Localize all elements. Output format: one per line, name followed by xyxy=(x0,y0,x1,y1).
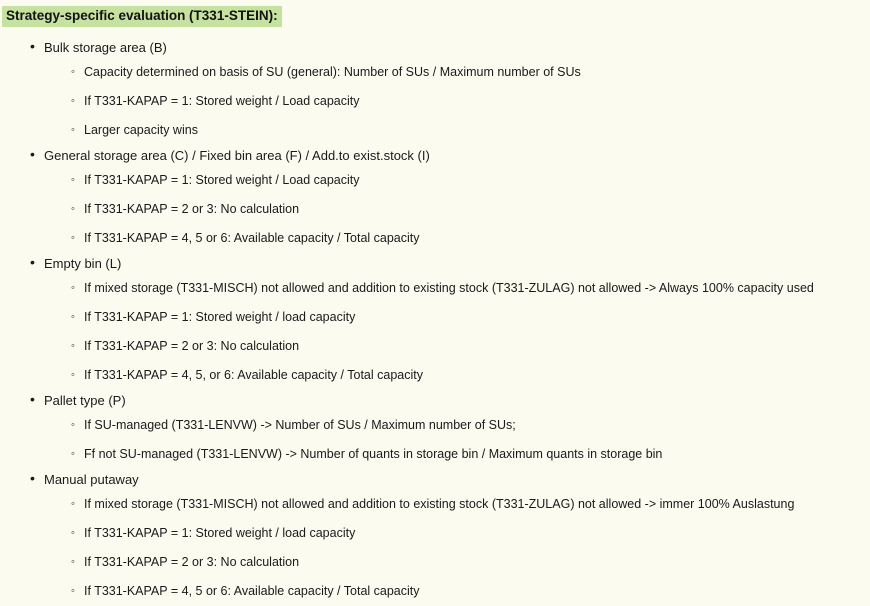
sublist-item-text: ◦ If T331-KAPAP = 1: Stored weight / load capacity xyxy=(84,303,870,332)
sublist-item-text: ◦ If T331-KAPAP = 1: Stored weight / Load capacity xyxy=(84,87,870,116)
sublist-item-text: ◦ If T331-KAPAP = 4, 5 or 6: Available capacity / Total capacity xyxy=(84,577,870,606)
list-item xyxy=(44,166,870,195)
list-item xyxy=(44,87,870,116)
list-item xyxy=(44,361,870,390)
list-item xyxy=(0,390,870,469)
sublist-item-text: ◦ Capacity determined on basis of SU (general): Number of SUs / Maximum number of SUs xyxy=(84,58,870,87)
section-heading: • Empty bin (L) xyxy=(44,253,870,274)
list-item xyxy=(44,332,870,361)
sublist-item-text: ◦ If T331-KAPAP = 2 or 3: No calculation xyxy=(84,195,870,224)
section-sublist xyxy=(44,166,870,253)
list-item xyxy=(44,303,870,332)
sublist-item-text: ◦ If T331-KAPAP = 2 or 3: No calculation xyxy=(84,332,870,361)
list-item xyxy=(44,519,870,548)
sublist-item-text: ◦ If T331-KAPAP = 1: Stored weight / load capacity xyxy=(84,519,870,548)
list-item xyxy=(0,253,870,390)
list-item xyxy=(44,116,870,145)
sublist-item-text: ◦ If T331-KAPAP = 1: Stored weight / Load capacity xyxy=(84,166,870,195)
sublist-item-text: ◦ If mixed storage (T331-MISCH) not allowed and addition to existing stock (T331-ZULAG) not allowed -> immer 100% Auslastung xyxy=(84,490,870,519)
section-heading: • Pallet type (P) xyxy=(44,390,870,411)
list-item xyxy=(44,58,870,87)
sublist-item-text: ◦ If T331-KAPAP = 4, 5 or 6: Available capacity / Total capacity xyxy=(84,224,870,253)
strategy-list xyxy=(0,37,870,606)
page-title-container xyxy=(0,4,870,27)
sublist-item-text: ◦ Larger capacity wins xyxy=(84,116,870,145)
list-item xyxy=(0,37,870,145)
sublist-item-text: ◦ If T331-KAPAP = 4, 5, or 6: Available capacity / Total capacity xyxy=(84,361,870,390)
section-heading: • Bulk storage area (B) xyxy=(44,37,870,58)
list-item xyxy=(44,195,870,224)
section-sublist xyxy=(44,411,870,469)
list-item xyxy=(0,469,870,606)
list-item xyxy=(44,224,870,253)
list-item xyxy=(44,548,870,577)
sublist-item-text: ◦ If SU-managed (T331-LENVW) -> Number of SUs / Maximum number of SUs; xyxy=(84,411,870,440)
list-item xyxy=(44,274,870,303)
page-title: Strategy-specific evaluation (T331-STEIN): xyxy=(2,6,282,27)
section-heading: • General storage area (C) / Fixed bin area (F) / Add.to exist.stock (I) xyxy=(44,145,870,166)
section-sublist xyxy=(44,490,870,606)
list-item xyxy=(44,577,870,606)
sublist-item-text: ◦ If mixed storage (T331-MISCH) not allowed and addition to existing stock (T331-ZULAG) not allowed -> Always 100% capacity used xyxy=(84,274,870,303)
list-item xyxy=(44,440,870,469)
section-sublist xyxy=(44,274,870,390)
section-heading: • Manual putaway xyxy=(44,469,870,490)
list-item xyxy=(0,145,870,253)
sublist-item-text: ◦ Ff not SU-managed (T331-LENVW) -> Number of quants in storage bin / Maximum quants in storage bin xyxy=(84,440,870,469)
sublist-item-text: ◦ If T331-KAPAP = 2 or 3: No calculation xyxy=(84,548,870,577)
list-item xyxy=(44,411,870,440)
section-sublist xyxy=(44,58,870,145)
list-item xyxy=(44,490,870,519)
